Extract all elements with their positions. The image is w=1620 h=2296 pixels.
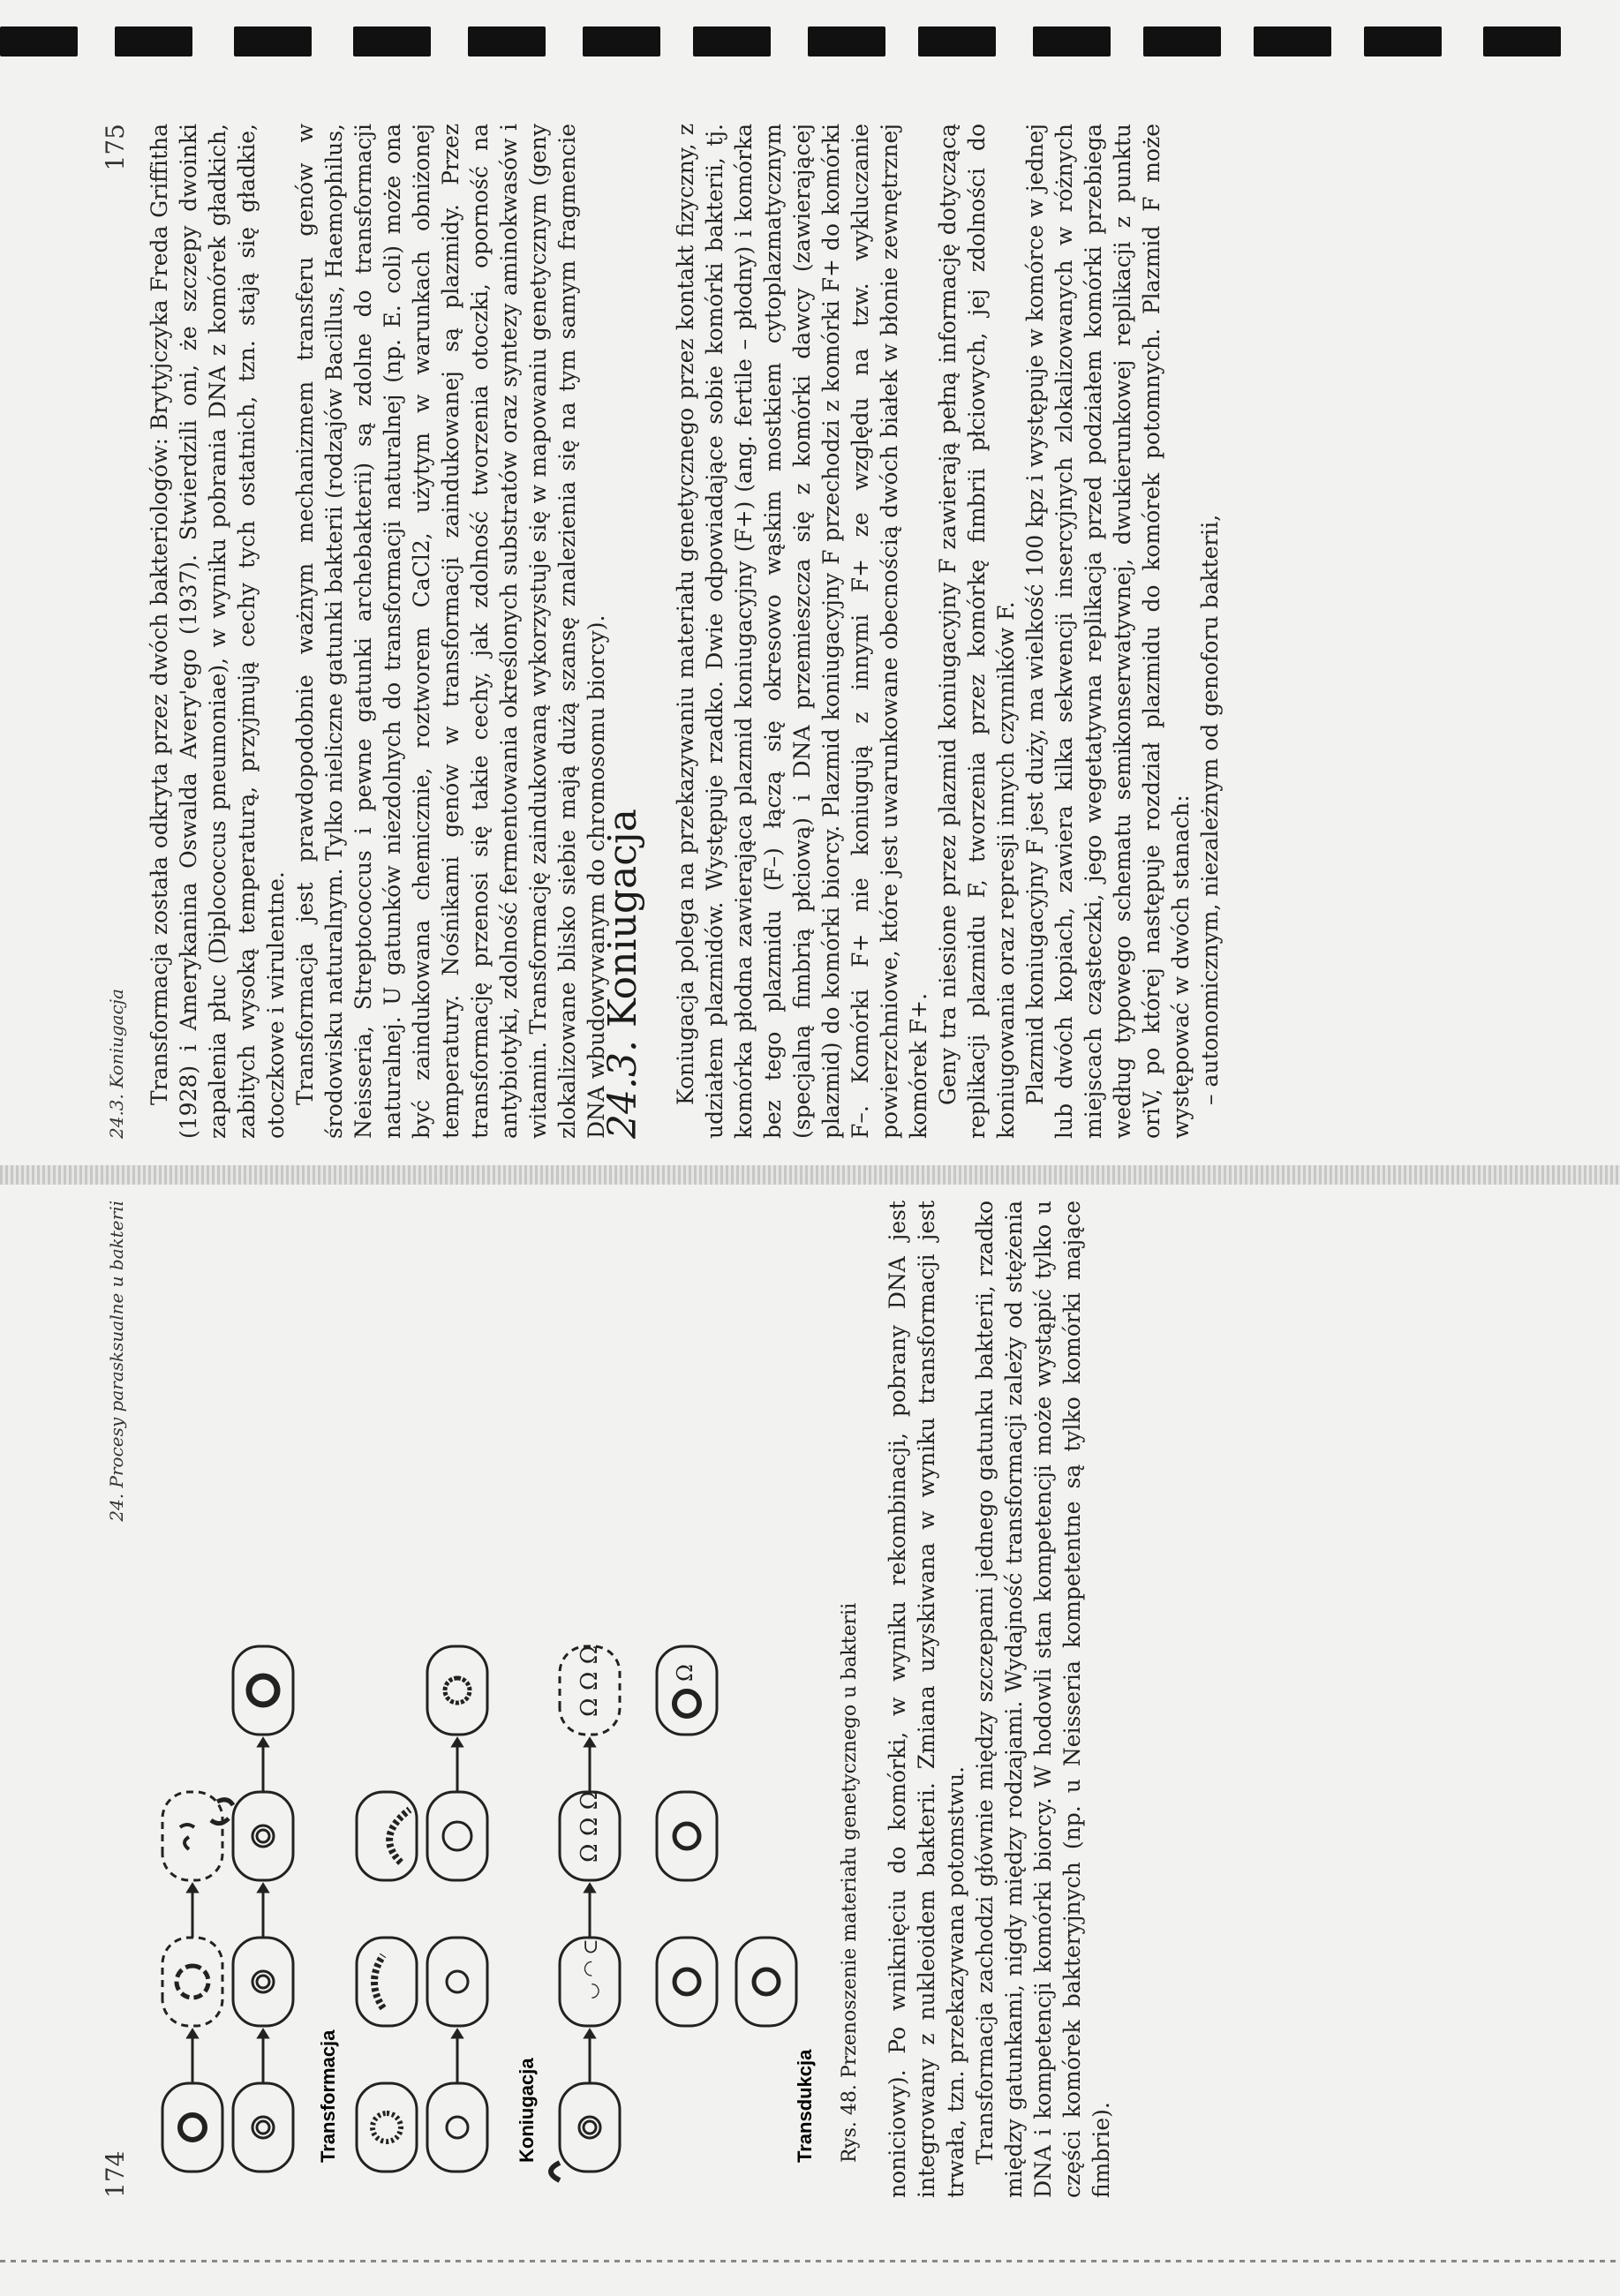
label-transduction: Transdukcja bbox=[794, 2049, 816, 2163]
body-text-bottom bbox=[671, 124, 1224, 1139]
paragraph: Geny tra niesione przez plazmid koniugacyjny F zawierają pełną informację dotyczącą replikacji plazmidu F, tworzenia przez komórkę fimbrii płciowych, jej zdolności do koniugowania oraz represji innych czynników F. bbox=[935, 124, 1019, 1139]
transformation-row bbox=[162, 1646, 293, 2172]
binder-mark bbox=[115, 26, 192, 56]
scan-edge bbox=[0, 2260, 1620, 2262]
body-text bbox=[883, 1201, 1116, 2198]
page-number: 175 bbox=[101, 124, 130, 171]
cell bbox=[162, 2083, 222, 2172]
paragraph: Transformacja jest prawdopodobnie ważnym mechanizmem transferu genów w środowisku naturalnym. Tylko nieliczne gatunki bakterii (rodzajów Bacillus, Haemophilus, Neisseria, Streptococcus i pewne gatunki archebakterii) są zdolne do transformacji naturalnej. U gatunków niezdolnych do transformacji naturalnej (np. E. coli) może ona być zaindukowana chemicznie, roztworem CaCl2, użytym w warunkach obniżonej temperatury. Nośnikami genów w transformacji zaindukowanej są plazmidy. Przez transformację przenosi się takie cechy, jak zdolność tworzenia otoczki, oporność na antybiotyki, zdolność fermentowania określonych substratów oraz syntezy aminokwasów i witamin. Transformację zaindukowaną wykorzystuje się w mapowaniu genetycznym (geny zlokalizowane blisko siebie mają dużą szansę znalezienia się na tym samym fragmencie DNA wbudowywanym do chromosomu biorcy). bbox=[292, 124, 609, 1139]
plasmid bbox=[180, 2115, 205, 2140]
running-head: 24. Procesy parasksualne u bakterii bbox=[106, 1201, 127, 1522]
page-number: 174 bbox=[101, 2150, 130, 2198]
binder-marks bbox=[0, 26, 1620, 62]
binder-mark bbox=[1254, 26, 1331, 56]
page-175 bbox=[101, 106, 1430, 1139]
binder-mark bbox=[353, 26, 431, 56]
conjugation-row bbox=[357, 1646, 487, 2172]
page-174 bbox=[101, 1192, 1430, 2198]
binder-mark bbox=[693, 26, 771, 56]
binder-mark bbox=[0, 26, 78, 56]
paragraph: noniciowy). Po wniknięciu do komórki, w wyniku rekombinacji, pobrany DNA jest integrowany z nukleoidem bakterii. Zmiana uzyskiwana w wyniku transformacji jest trwała, tzn. przekazywana potomstwu. bbox=[885, 1201, 968, 2198]
svg-text:Ω Ω Ω: Ω Ω Ω bbox=[576, 1790, 603, 1863]
figure-gene-transfer bbox=[145, 1192, 816, 2198]
paragraph: Plazmid koniugacyjny F jest duży, ma wielkość 100 kpz i występuje w komórce w jednej lub dwóch kopiach, zawiera kilka sekwencji insercyjnych zlokalizowanych w różnych miejscach cząsteczki, jego wegetatywna replikacja przed podziałem komórki przebiega według typowego schematu semikonserwatywnej, dwukierunkowej replikacji z punktu oriV, po której następuje rozdział plazmidu do komórek potomnych. Plazmid F może występować w dwóch stanach: bbox=[1022, 124, 1194, 1139]
page-gutter bbox=[0, 1165, 1620, 1185]
svg-text:◡ ◜◝ ⊂: ◡ ◜◝ ⊂ bbox=[580, 1938, 602, 1999]
binder-mark bbox=[234, 26, 312, 56]
paragraph: – autonomicznym, niezależnym od genoforu bakterii, bbox=[1197, 514, 1223, 1105]
label-transformation: Transformacja bbox=[317, 2029, 339, 2163]
binder-mark bbox=[918, 26, 996, 56]
binder-mark bbox=[808, 26, 885, 56]
section-number: 24.3. bbox=[600, 1040, 645, 1139]
section-heading bbox=[600, 124, 645, 1139]
transduction-row bbox=[551, 1645, 796, 2180]
figure-caption: Rys. 48. Przenoszenie materiału genetycznego u bakterii bbox=[839, 1602, 861, 2163]
body-text-top bbox=[145, 124, 611, 1139]
section-title: Koniugacja bbox=[600, 809, 645, 1028]
binder-mark bbox=[1143, 26, 1221, 56]
binder-mark bbox=[1033, 26, 1111, 56]
paragraph: Koniugacja polega na przekazywaniu materiału genetycznego przez kontakt fizyczny, z udziałem plazmidów. Występuje rzadko. Dwie odpowiadające sobie komórki bakterii, tj. komórka płodna zawierająca plazmid koniugacyjny (F+) (ang. fertile – płodny) i komórka bez tego plazmidu (F–) łączą się okresowo wąskim mostkiem cytoplazmatycznym (specjalną fimbrią płciową) i DNA przemieszcza się z komórki dawcy (zawierającej plazmid) do komórki biorcy. Plazmid koniugacyjny F przechodzi z komórki F+ do komórki F–. Komórki F+ nie koniugują z innymi F+ ze względu na tzw. wykluczanie powierzchniowe, które jest uwarunkowane obecnością dwóch białek w błonie zewnętrznej komórek F+. bbox=[673, 124, 931, 1139]
label-conjugation: Koniugacja bbox=[516, 2058, 538, 2163]
binder-mark bbox=[468, 26, 546, 56]
binder-mark bbox=[1364, 26, 1442, 56]
paragraph: Transformacja została odkryta przez dwóch bakteriologów: Brytyjczyka Freda Griffitha (1928) i Amerykanina Oswalda Avery'ego (1937). Stwierdzili oni, że szczepy dwoinki zapalenia płuc (Diplococcus pneumoniae), w wyniku pobrania DNA z komórek gładkich, zabitych wysoką temperaturą, przyjmują cechy tych ostatnich, tzn. stają się gładkie, otoczkowe i wirulentne. bbox=[147, 124, 289, 1139]
binder-mark bbox=[1483, 26, 1561, 56]
running-head: 24.3. Koniugacja bbox=[106, 989, 127, 1139]
paragraph: Transformacja zachodzi głównie między szczepami jednego gatunku bakterii, rzadko między gatunkami, nigdy między rodzajami. Wydajność transformacji zależy od stężenia DNA i kompetencji komórki biorcy. W hodowli stan kompetencji może wystąpić tylko u części komórek bakteryjnych (np. u Neisseria kompetentne są tylko komórki mające fimbrie). bbox=[972, 1201, 1114, 2198]
svg-text:Ω Ω Ω: Ω Ω Ω bbox=[576, 1645, 603, 1717]
svg-text:Ω: Ω bbox=[673, 1664, 697, 1682]
binder-mark bbox=[583, 26, 660, 56]
